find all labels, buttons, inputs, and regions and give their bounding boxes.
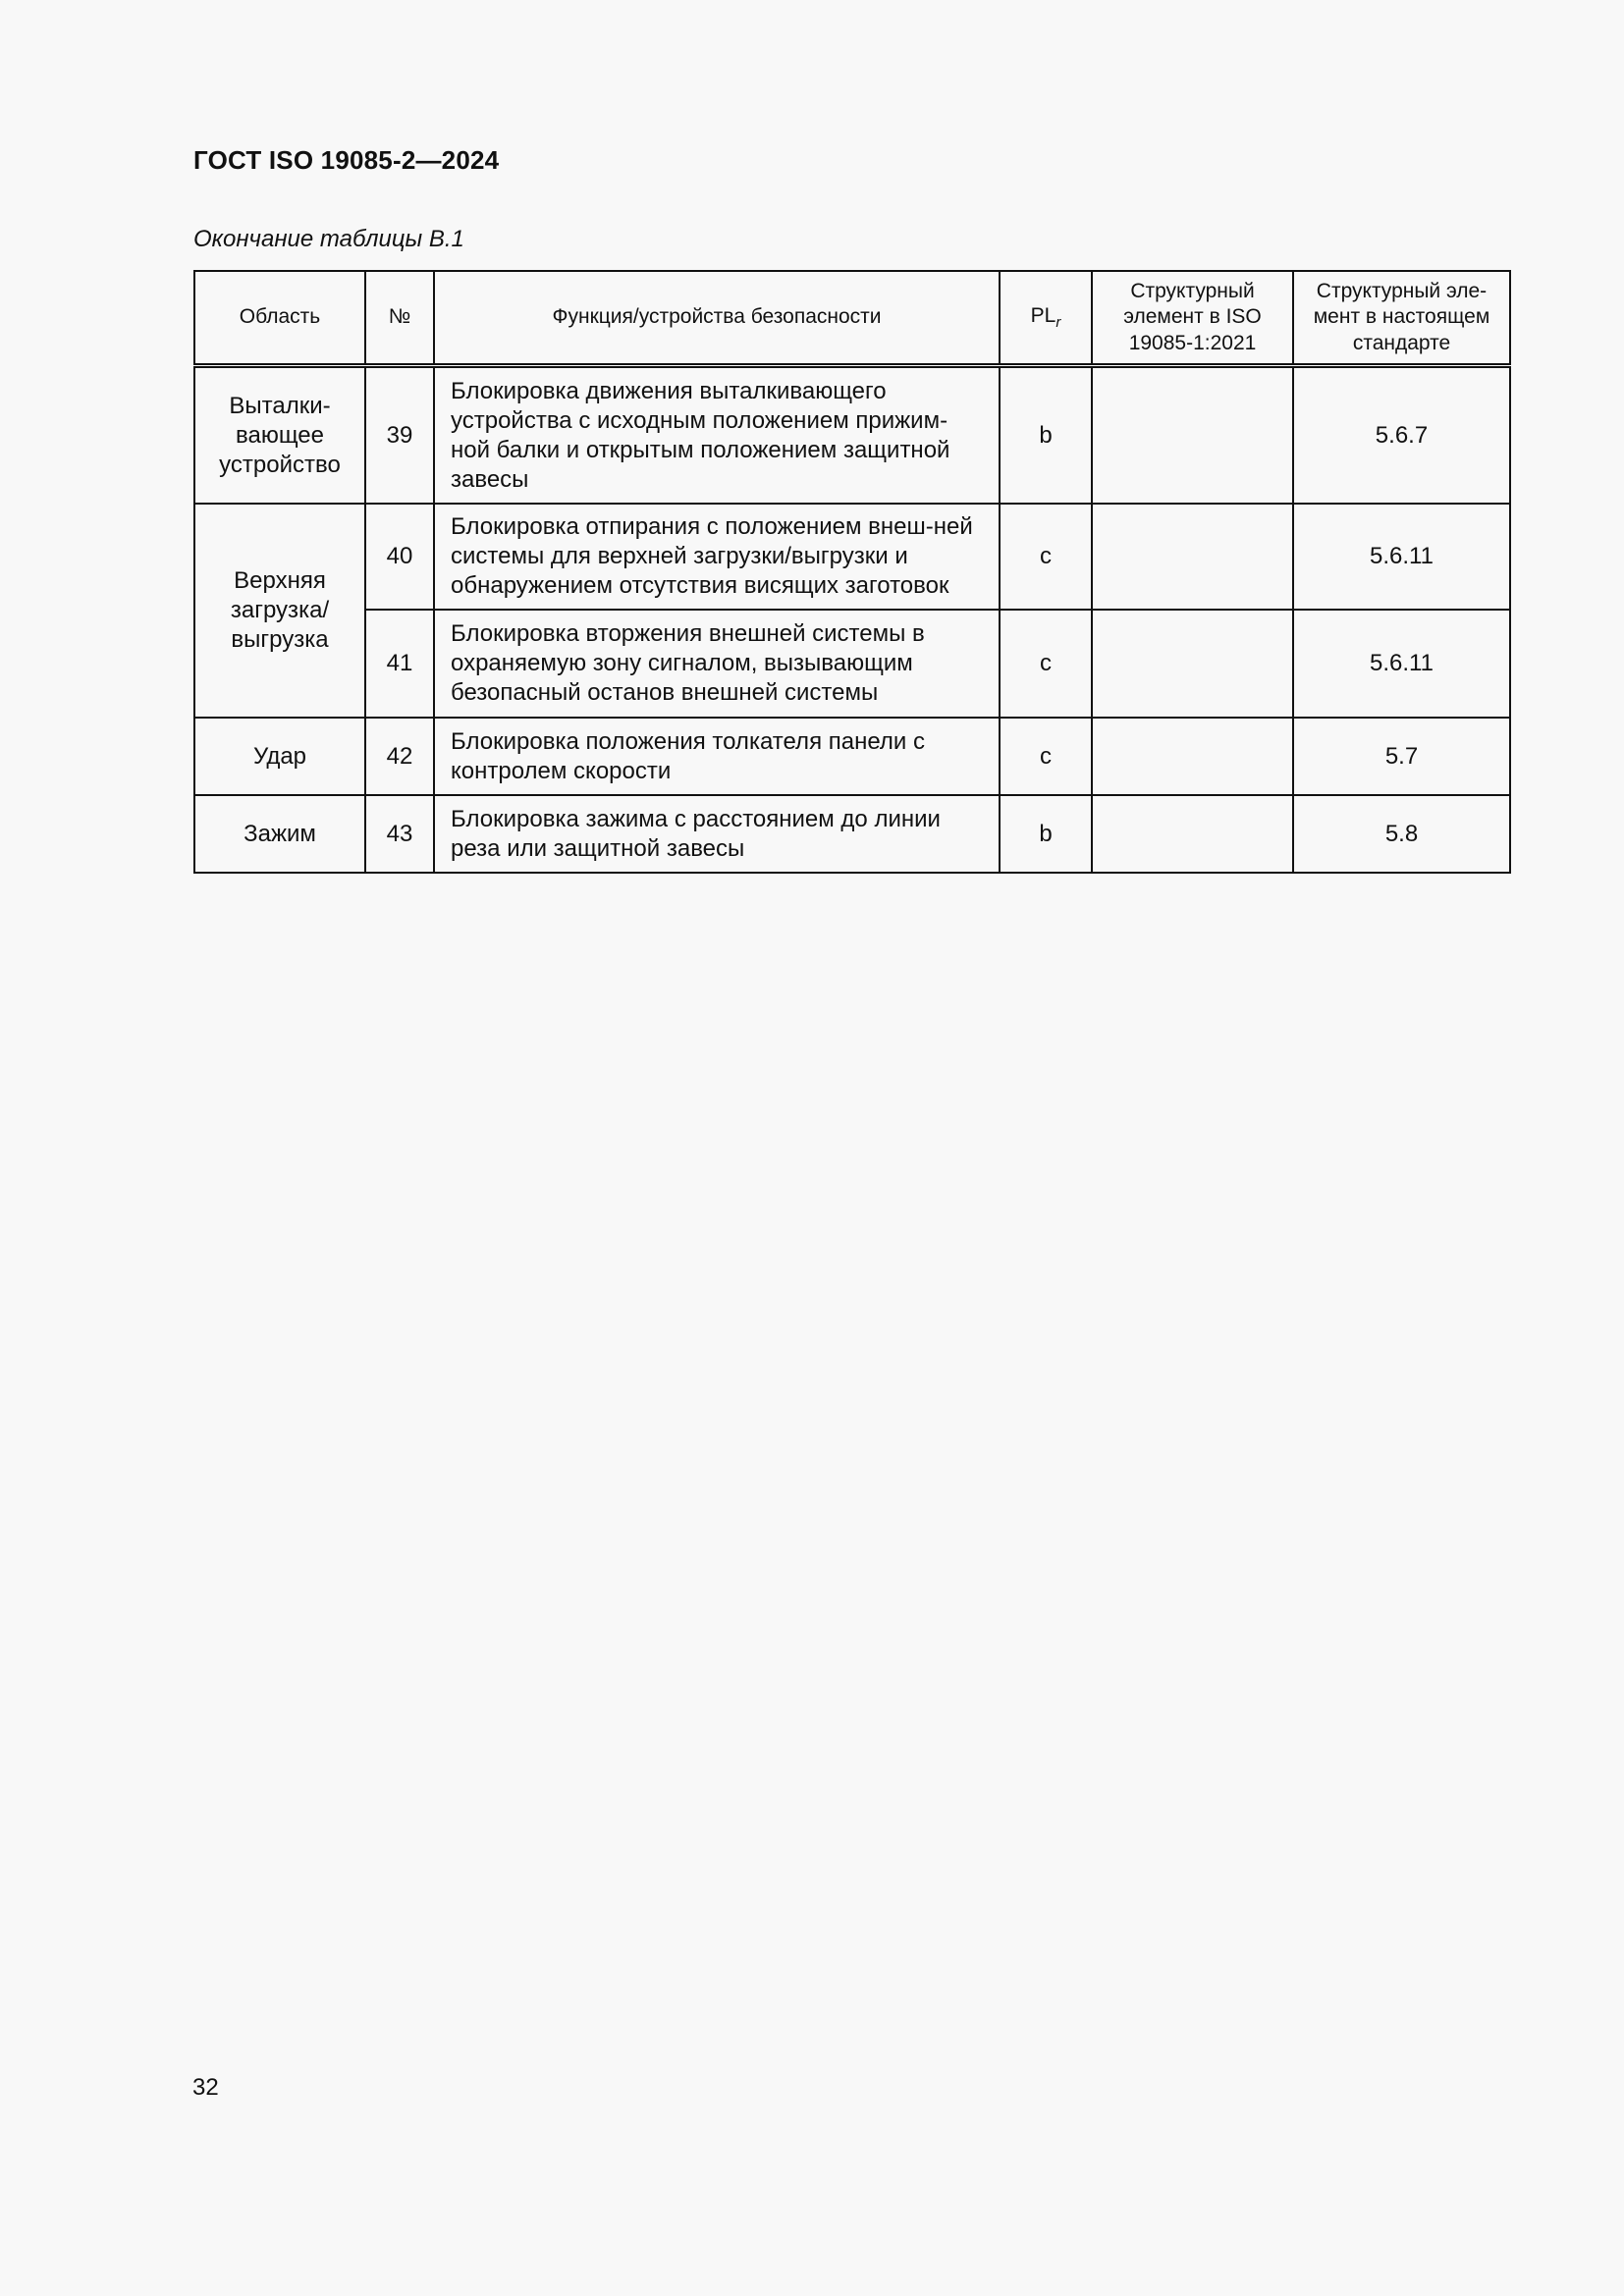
number-cell: 41 — [365, 610, 434, 718]
struct-iso-cell — [1092, 795, 1293, 873]
struct-this-cell: 5.6.7 — [1293, 366, 1510, 505]
safety-functions-table — [193, 270, 1511, 874]
struct-iso-cell — [1092, 366, 1293, 505]
header-pl-subscript: r — [1056, 313, 1061, 331]
area-text: Выталки-вающее устройство — [219, 392, 341, 478]
function-cell: Блокировка зажима с расстоянием до линии реза или защитной завесы — [434, 795, 1000, 873]
table-row — [194, 795, 1510, 873]
area-cell — [194, 366, 365, 505]
function-cell: Блокировка отпирания с положением внеш-ней системы для верхней загрузки/выгрузки и обнаружением отсутствия висящих заготовок — [434, 504, 1000, 610]
pl-cell: c — [1000, 718, 1092, 795]
number-cell: 43 — [365, 795, 434, 873]
struct-this-cell: 5.7 — [1293, 718, 1510, 795]
area-cell — [194, 504, 365, 718]
header-function: Функция/устройства безопасности — [434, 271, 1000, 366]
pl-cell: c — [1000, 610, 1092, 718]
table-row — [194, 366, 1510, 505]
table-header-row — [194, 271, 1510, 366]
header-struct-iso-text: Структурный элемент в ISO 19085-1:2021 — [1123, 280, 1262, 354]
document-header: ГОСТ ISO 19085-2—2024 — [193, 145, 500, 175]
number-cell: 40 — [365, 504, 434, 610]
function-cell: Блокировка вторжения внешней системы в охраняемую зону сигналом, вызывающим безопасный останов внешней системы — [434, 610, 1000, 718]
struct-iso-cell — [1092, 504, 1293, 610]
header-struct-iso — [1092, 271, 1293, 366]
header-struct-this-text: Структурный эле-мент в настоящем стандарте — [1313, 280, 1490, 354]
struct-this-cell: 5.6.11 — [1293, 610, 1510, 718]
struct-this-cell: 5.8 — [1293, 795, 1510, 873]
table-row — [194, 718, 1510, 795]
table-row — [194, 504, 1510, 610]
area-cell: Зажим — [194, 795, 365, 873]
struct-iso-cell — [1092, 718, 1293, 795]
header-number: № — [365, 271, 434, 366]
page-number: 32 — [192, 2074, 219, 2101]
number-cell: 39 — [365, 366, 434, 505]
function-cell: Блокировка положения толкателя панели с контролем скорости — [434, 718, 1000, 795]
pl-cell: b — [1000, 795, 1092, 873]
header-pl — [1000, 271, 1092, 366]
function-cell: Блокировка движения выталкивающего устройства с исходным положением прижим-ной балки и открытым положением защитной завесы — [434, 366, 1000, 505]
header-pl-main: PL — [1030, 303, 1056, 327]
table-caption: Окончание таблицы B.1 — [193, 226, 464, 252]
pl-cell: c — [1000, 504, 1092, 610]
pl-cell: b — [1000, 366, 1092, 505]
header-area: Область — [194, 271, 365, 366]
table-row — [194, 610, 1510, 718]
header-struct-this — [1293, 271, 1510, 366]
struct-this-cell: 5.6.11 — [1293, 504, 1510, 610]
struct-iso-cell — [1092, 610, 1293, 718]
area-cell: Удар — [194, 718, 365, 795]
number-cell: 42 — [365, 718, 434, 795]
area-text: Верхняя загрузка/ выгрузка — [230, 567, 330, 653]
